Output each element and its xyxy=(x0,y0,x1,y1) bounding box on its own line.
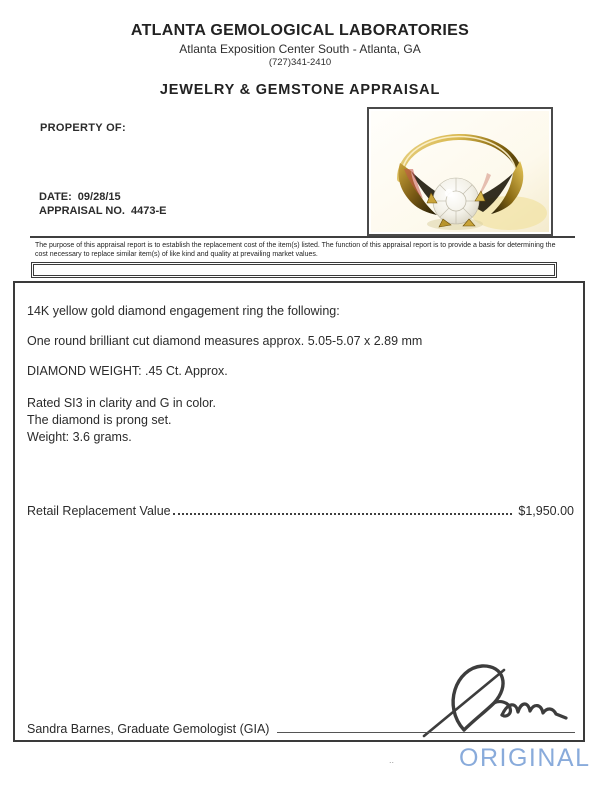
ring-photo xyxy=(371,111,549,232)
disclaimer-text: The purpose of this appraisal report is to establish the replacement cost of the item(s) listed. The function of this appraisal report is to provide a basis for determining the cost necessary to replace similar item(s) of like kind and quality at prevailing market values. xyxy=(35,242,556,258)
signer-row xyxy=(27,721,575,736)
retail-value-row xyxy=(27,504,574,518)
empty-field-box xyxy=(31,262,557,278)
description-line: 14K yellow gold diamond engagement ring the following: xyxy=(27,304,340,318)
appraisal-no-line xyxy=(39,205,172,219)
signature-rule xyxy=(277,721,575,733)
date-value: 09/28/15 xyxy=(77,191,121,203)
document-header xyxy=(0,22,600,98)
meta-block xyxy=(39,191,172,218)
scan-artifact: .. xyxy=(389,755,395,765)
appraisal-body-box xyxy=(13,281,585,742)
description-line: Weight: 3.6 grams. xyxy=(27,430,132,444)
description-line: One round brilliant cut diamond measures approx. 5.05-5.07 x 2.89 mm xyxy=(27,334,423,348)
description-line: DIAMOND WEIGHT: .45 Ct. Approx. xyxy=(27,364,228,378)
empty-field-box-inner xyxy=(33,264,555,276)
org-phone: (727)341-2410 xyxy=(268,57,332,68)
appraisal-no-label: APPRAISAL NO. xyxy=(39,204,125,217)
divider-line xyxy=(30,236,575,238)
signer-name: Sandra Barnes, Graduate Gemologist (GIA) xyxy=(27,722,270,736)
org-address: Atlanta Exposition Center South - Atlanta, GA xyxy=(179,42,421,56)
property-of-label: PROPERTY OF: xyxy=(40,122,126,134)
org-name: ATLANTA GEMOLOGICAL LABORATORIES xyxy=(130,22,470,39)
description-line: The diamond is prong set. xyxy=(27,413,172,427)
retail-value-amount: $1,950.00 xyxy=(518,504,574,518)
appraisal-no-value: 4473-E xyxy=(130,204,167,217)
date-label: DATE: xyxy=(39,191,72,203)
leader-dots xyxy=(173,504,513,515)
original-stamp: ORIGINAL xyxy=(459,744,591,772)
ring-photo-frame xyxy=(367,107,553,236)
description-line: Rated SI3 in clarity and G in color. xyxy=(27,396,216,410)
date-line xyxy=(39,191,172,205)
ring-photo-graphic xyxy=(371,111,549,232)
retail-value-label: Retail Replacement Value xyxy=(27,504,171,518)
document-title: JEWELRY & GEMSTONE APPRAISAL xyxy=(159,82,441,98)
